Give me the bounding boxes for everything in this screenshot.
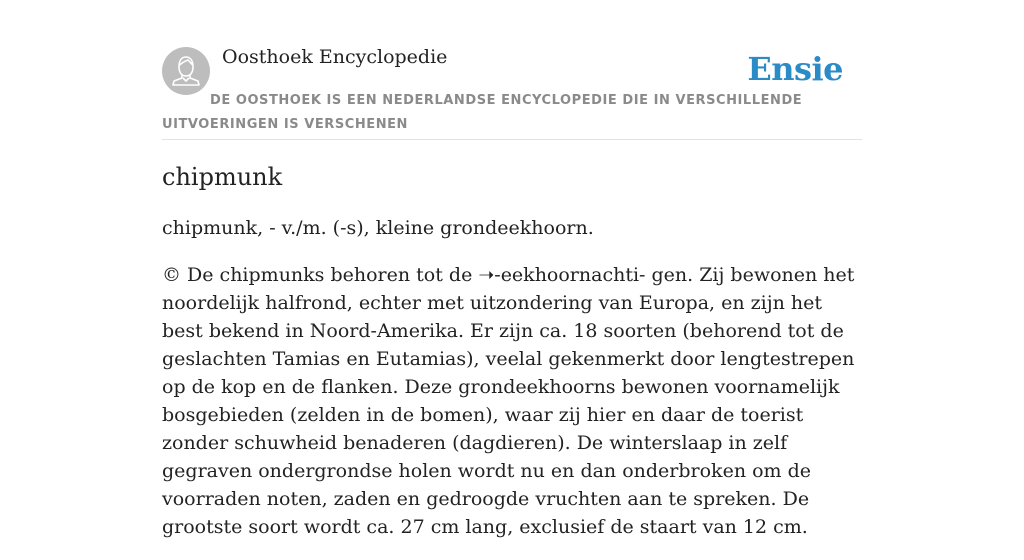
entry-definition: chipmunk, - v./m. (-s), kleine grondeekhoorn. <box>162 217 594 239</box>
entry-body <box>162 214 862 560</box>
source-avatar[interactable] <box>162 47 210 95</box>
page-container <box>162 0 862 538</box>
user-icon <box>162 47 210 95</box>
entry-description: © De chipmunks behoren tot de ➝-eekhoornachti- gen. Zij bewonen het noordelijk halfrond, echter met uitzondering van Europa, en zijn het best bekend in Noord-Amerika. Er zijn ca. 18 soorten (behorend tot de geslachten Tamias en Eutamias), veelal gekenmerkt door lengtestrepen op de kop en de flanken. Deze grondeekhoorns bewonen voornamelijk bosgebieden (zelden in de bomen), waar zij hier en daar de toerist zonder schuwheid benaderen (dagdieren). De winterslaap in zelf gegraven ondergrondse holen wordt nu en dan onderbroken om de voorraden noten, zaden en gedroogde vruchten aan te spreken. De grootste soort wordt ca. 27 cm lang, exclusief de staart van 12 cm. <box>162 264 855 538</box>
source-header <box>162 0 862 140</box>
source-description: DE OOSTHOEK IS EEN NEDERLANDSE ENCYCLOPEDIE DIE IN VERSCHILLENDE UITVOERINGEN IS VERSCHENEN <box>162 93 803 132</box>
entry-title: chipmunk <box>162 163 283 191</box>
source-title[interactable]: Oosthoek Encyclopedie <box>222 46 448 68</box>
ensie-logo-link[interactable]: Ensie <box>747 50 843 88</box>
